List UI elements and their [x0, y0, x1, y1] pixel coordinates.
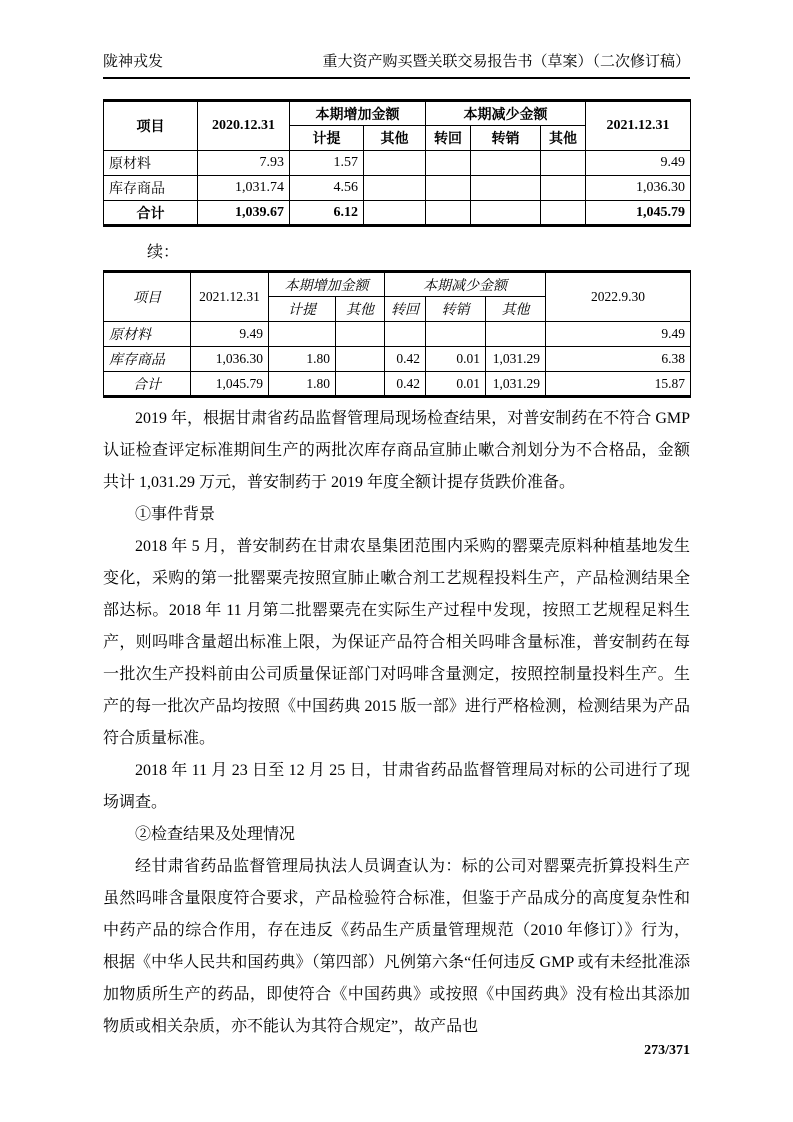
table-cell: 1,039.67 [198, 201, 290, 226]
subheading-inspection-result: ②检查结果及处理情况 [135, 826, 296, 843]
header-company-name: 陇神戎发 [103, 54, 164, 70]
inventory-provision-table-2022 [103, 270, 691, 398]
table-cell [426, 201, 471, 226]
table-cell: 0.42 [385, 372, 426, 397]
table-cell [471, 201, 541, 226]
table-cell: 库存商品 [104, 347, 191, 372]
paragraph: 2018 年 11 月 23 日至 12 月 25 日，甘肃省药品监督管理局对标的公司进行了现场调查。 [103, 762, 690, 811]
header-report-title: 重大资产购买暨关联交易报告书（草案）（二次修订稿） [322, 54, 690, 70]
table-cell: 1,036.30 [586, 176, 691, 201]
table-cell: 9.49 [586, 151, 691, 176]
col-header-reversal: 转回 [385, 297, 426, 322]
table-cell: 1,045.79 [191, 372, 269, 397]
table-cell: 7.93 [198, 151, 290, 176]
page-header [103, 50, 690, 79]
table-cell [336, 372, 385, 397]
table-cell: 合计 [104, 372, 191, 397]
col-header-end-date: 2021.12.31 [586, 101, 691, 151]
table-total-row [104, 372, 691, 397]
col-header-reversal: 转回 [426, 126, 471, 151]
table-cell: 0.42 [385, 347, 426, 372]
table-cell: 1,031.74 [198, 176, 290, 201]
table-header-row [104, 101, 691, 126]
table-row [104, 322, 691, 347]
table-cell: 原材料 [104, 151, 198, 176]
table-cell [541, 201, 586, 226]
table-cell: 合计 [104, 201, 198, 226]
table-cell [541, 151, 586, 176]
table-cell: 9.49 [191, 322, 269, 347]
col-header-end-date: 2022.9.30 [546, 272, 691, 322]
page-number: 273/371 [644, 1043, 690, 1058]
table-cell [426, 151, 471, 176]
col-header-other-decrease: 其他 [486, 297, 546, 322]
col-header-writeoff: 转销 [426, 297, 486, 322]
col-header-accrual: 计提 [290, 126, 364, 151]
table-header-row [104, 272, 691, 297]
table-cell [385, 322, 426, 347]
table-cell: 0.01 [426, 347, 486, 372]
col-header-begin-date: 2021.12.31 [191, 272, 269, 322]
table-cell: 1,036.30 [191, 347, 269, 372]
table-cell: 1.57 [290, 151, 364, 176]
col-header-other-decrease: 其他 [541, 126, 586, 151]
table-cell: 1,045.79 [586, 201, 691, 226]
table-cell [336, 322, 385, 347]
table-cell: 1.80 [269, 347, 336, 372]
table-cell: 4.56 [290, 176, 364, 201]
col-header-accrual: 计提 [269, 297, 336, 322]
table-cell: 9.49 [546, 322, 691, 347]
table-cell: 0.01 [426, 372, 486, 397]
col-header-decrease-group: 本期减少金额 [385, 272, 546, 297]
table-cell [471, 151, 541, 176]
subheading-event-background: ①事件背景 [135, 506, 216, 523]
col-header-item: 项目 [104, 101, 198, 151]
paragraph: 经甘肃省药品监督管理局执法人员调查认为：标的公司对罂粟壳折算投料生产虽然吗啡含量限度符合要求，产品检验符合标准，但鉴于产品成分的高度复杂性和中药产品的综合作用，存在违反《药品生产质量管理规范（2010 年修订）》行为，根据《中华人民共和国药典》（第四部）凡例第六条“任何违反 GMP 或有未经批准添加物质所生产的药品，即使符合《中国药典》或按照《中国药典》没有检出其添加物质或相关杂质，亦不能认为其符合规定”，故产品也 [103, 858, 690, 1035]
table-cell [364, 201, 426, 226]
table-cell: 6.12 [290, 201, 364, 226]
table-cell: 1.80 [269, 372, 336, 397]
col-header-increase-group: 本期增加金额 [290, 101, 426, 126]
table-cell [541, 176, 586, 201]
table-cell: 原材料 [104, 322, 191, 347]
col-header-begin-date: 2020.12.31 [198, 101, 290, 151]
table-cell: 库存商品 [104, 176, 198, 201]
col-header-decrease-group: 本期减少金额 [426, 101, 586, 126]
table-cell [364, 176, 426, 201]
table-cell: 1,031.29 [486, 347, 546, 372]
paragraph: 2018 年 5 月，普安制药在甘肃农垦集团范围内采购的罂粟壳原料种植基地发生变化，采购的第一批罂粟壳按照宣肺止嗽合剂工艺规程投料生产，产品检测结果全部达标。2018 年 11 月第二批罂粟壳在实际生产过程中发现，按照工艺规程足料生产，则吗啡含量超出标准上限，为保证产品符合相关吗啡含量标准，普安制药在每一批次生产投料前由公司质量保证部门对吗啡含量测定，按照控制量投料生产。生产的每一批次产品均按照《中国药典 2015 版一部》进行严格检测，检测结果为产品符合质量标准。 [103, 538, 690, 747]
table-cell [364, 151, 426, 176]
paragraph: 2019 年，根据甘肃省药品监督管理局现场检查结果，对普安制药在不符合 GMP 认证检查评定标准期间生产的两批次库存商品宣肺止嗽合剂划分为不合格品，金额共计 1,031.29 万元，普安制药于 2019 年度全额计提存货跌价准备。 [103, 410, 690, 491]
col-header-other-increase: 其他 [336, 297, 385, 322]
table-continuation-label: 续： [147, 244, 180, 261]
table-row [104, 151, 691, 176]
col-header-other-increase: 其他 [364, 126, 426, 151]
table-total-row [104, 201, 691, 226]
table-cell [426, 176, 471, 201]
table-cell [471, 176, 541, 201]
table-row [104, 347, 691, 372]
col-header-increase-group: 本期增加金额 [269, 272, 385, 297]
table-cell [426, 322, 486, 347]
col-header-writeoff: 转销 [471, 126, 541, 151]
table-cell: 1,031.29 [486, 372, 546, 397]
col-header-item: 项目 [104, 272, 191, 322]
table-row [104, 176, 691, 201]
table-cell: 15.87 [546, 372, 691, 397]
document-body [103, 403, 690, 1043]
table-cell [486, 322, 546, 347]
inventory-provision-table-2021 [103, 99, 691, 227]
table-cell: 6.38 [546, 347, 691, 372]
table-cell [336, 347, 385, 372]
table-cell [269, 322, 336, 347]
